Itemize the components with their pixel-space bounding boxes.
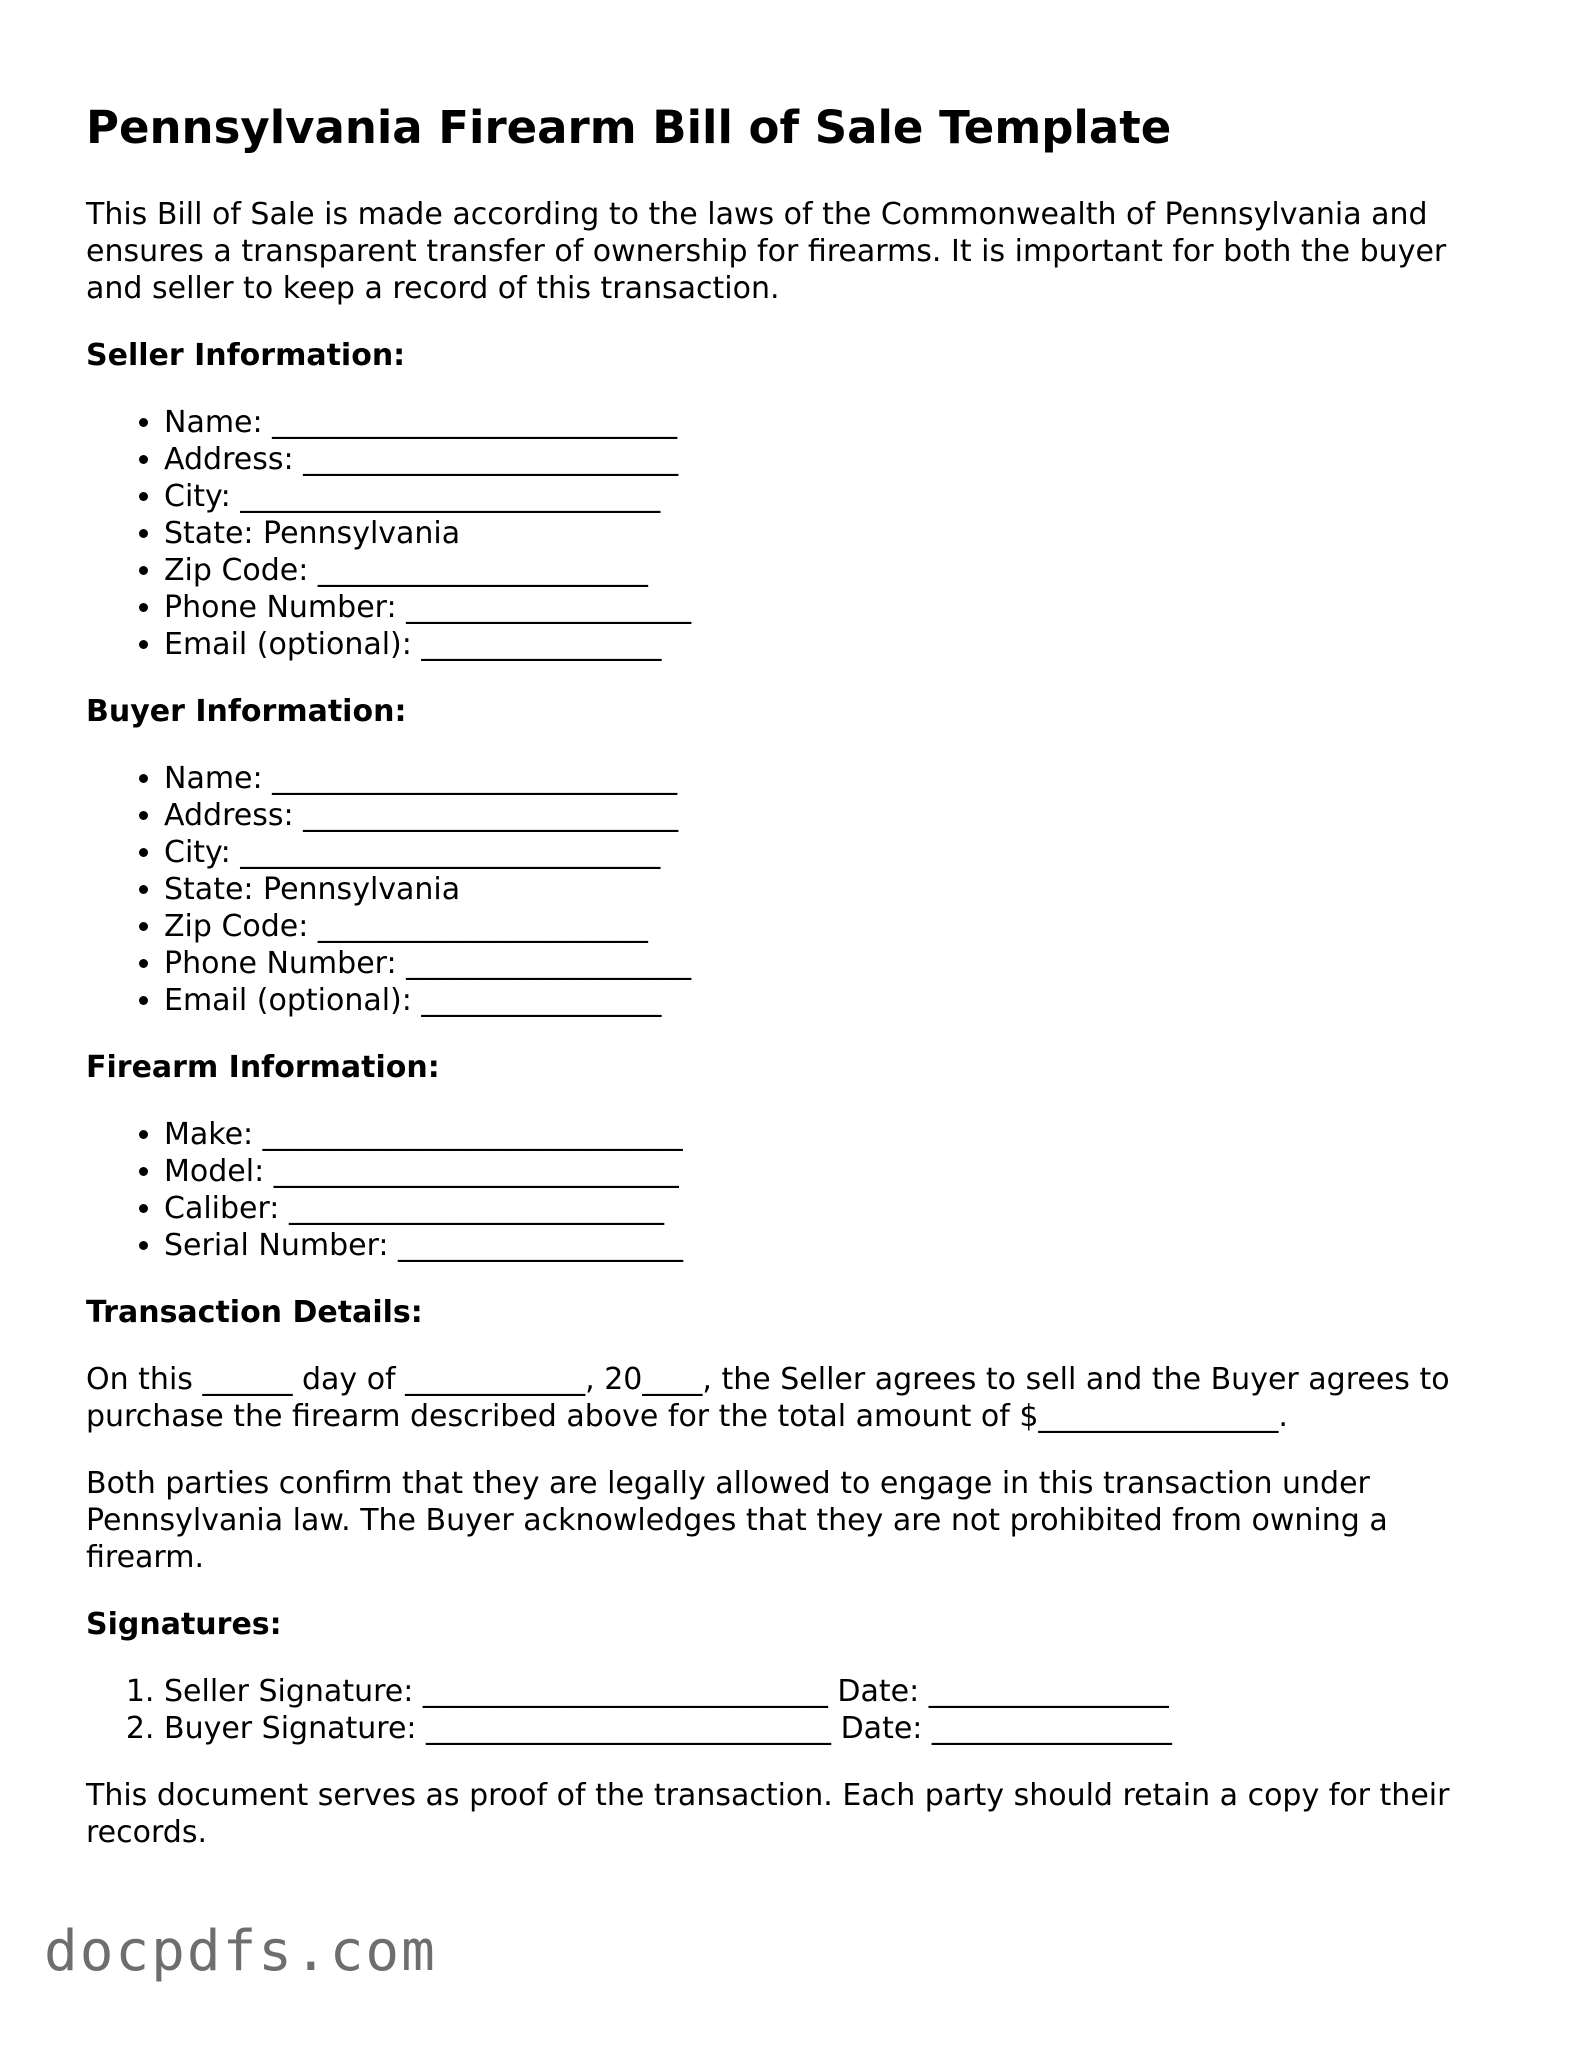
firearm-serial-field: • Serial Number: ___________________ <box>164 1227 1506 1264</box>
transaction-heading: Transaction Details: <box>86 1295 423 1330</box>
buyer-signature-line: 2. Buyer Signature: ___________________________ Date: ________________ <box>164 1710 1506 1747</box>
buyer-name-field: • Name: ___________________________ <box>164 760 1506 797</box>
seller-state-field: • State: Pennsylvania <box>164 515 1506 552</box>
buyer-city-field: • City: ____________________________ <box>164 834 1506 871</box>
seller-name-field: • Name: ___________________________ <box>164 404 1506 441</box>
firearm-model-field: • Model: ___________________________ <box>164 1153 1506 1190</box>
seller-city-field: • City: ____________________________ <box>164 478 1506 515</box>
seller-zip-field: • Zip Code: ______________________ <box>164 552 1506 589</box>
closing-paragraph: This document serves as proof of the transaction. Each party should retain a copy for their records. <box>86 1778 1450 1850</box>
seller-address-field: • Address: _________________________ <box>164 441 1506 478</box>
seller-email-field: • Email (optional): ________________ <box>164 626 1506 663</box>
document-page <box>86 100 1506 1881</box>
buyer-zip-field: • Zip Code: ______________________ <box>164 908 1506 945</box>
buyer-phone-field: • Phone Number: ___________________ <box>164 945 1506 982</box>
buyer-email-field: • Email (optional): ________________ <box>164 982 1506 1019</box>
firearm-list <box>86 1116 1506 1264</box>
seller-heading: Seller Information: <box>86 338 406 373</box>
buyer-list <box>86 760 1506 1019</box>
seller-signature-line: 1. Seller Signature: ___________________________ Date: ________________ <box>164 1673 1506 1710</box>
intro-paragraph: This Bill of Sale is made according to the laws of the Commonwealth of Pennsylvania and ensures a transparent transfer of ownership for firearms. It is important for both the buyer and seller to keep a record of this transaction. <box>86 197 1447 306</box>
watermark-logo: docpdfs.com <box>44 1919 437 1984</box>
page-title: Pennsylvania Firearm Bill of Sale Template <box>86 101 1172 154</box>
buyer-state-field: • State: Pennsylvania <box>164 871 1506 908</box>
firearm-make-field: • Make: ____________________________ <box>164 1116 1506 1153</box>
transaction-terms-paragraph: On this ______ day of ____________, 20____, the Seller agrees to sell and the Buyer agrees to purchase the firearm described above for the total amount of $________________. <box>86 1362 1450 1434</box>
legal-confirmation-paragraph: Both parties confirm that they are legally allowed to engage in this transaction under Pennsylvania law. The Buyer acknowledges that they are not prohibited from owning a firearm. <box>86 1466 1388 1575</box>
signatures-list <box>86 1673 1506 1747</box>
buyer-address-field: • Address: _________________________ <box>164 797 1506 834</box>
signatures-heading: Signatures: <box>86 1607 282 1642</box>
seller-list <box>86 404 1506 663</box>
firearm-heading: Firearm Information: <box>86 1050 440 1085</box>
firearm-caliber-field: • Caliber: _________________________ <box>164 1190 1506 1227</box>
seller-phone-field: • Phone Number: ___________________ <box>164 589 1506 626</box>
buyer-heading: Buyer Information: <box>86 694 407 729</box>
